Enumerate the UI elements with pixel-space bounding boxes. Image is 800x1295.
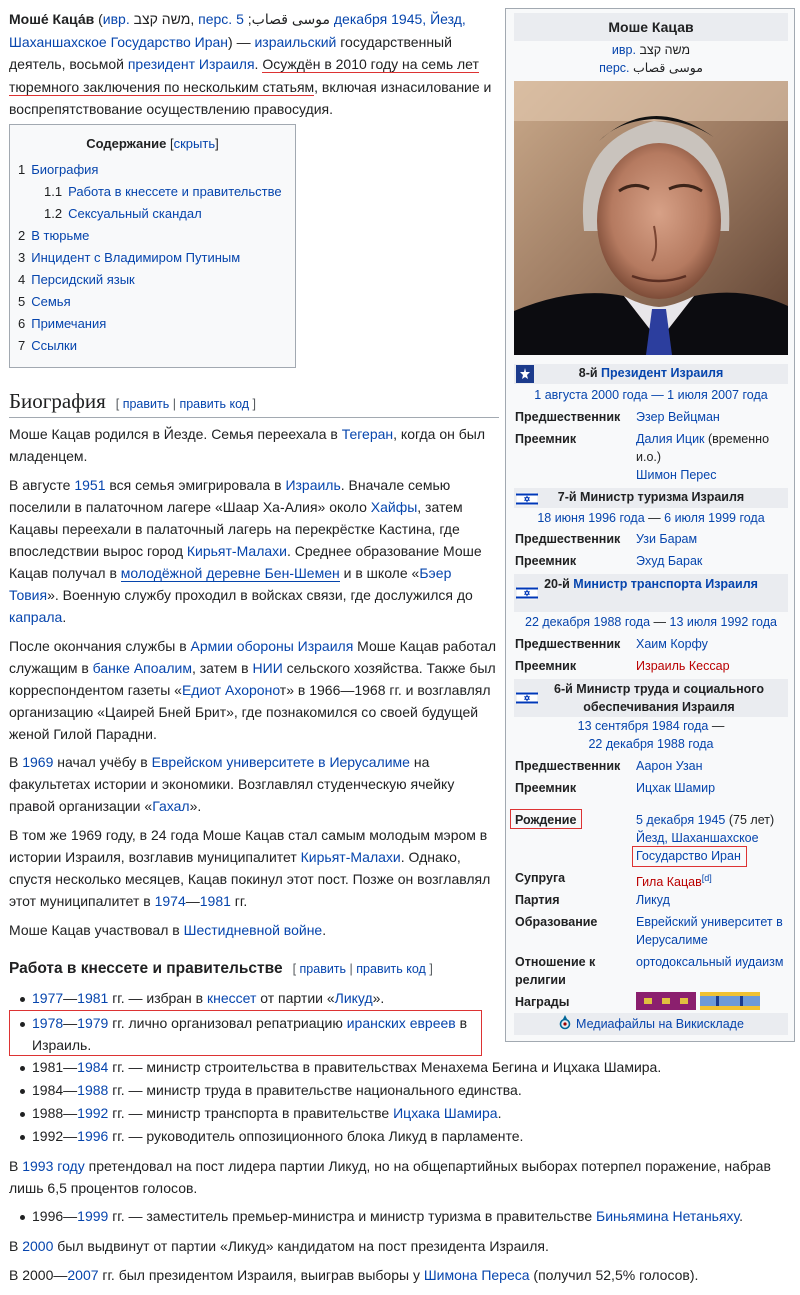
term-dates: 13 сентября 1984 года — 22 декабря 1988 года xyxy=(577,719,725,751)
infobox-position-header: 6-й Министр труда и социального обеспечивания Израиля xyxy=(514,679,788,717)
gahal-link[interactable]: Гахал xyxy=(152,798,190,814)
toc-item[interactable]: 3 Инцидент с Владимиром Путиным xyxy=(18,250,241,265)
toc-item[interactable]: 1.1 Работа в кнессете и правительстве xyxy=(44,184,282,199)
year-link[interactable]: 2000 xyxy=(22,1238,54,1254)
israel-flag-icon xyxy=(516,691,538,705)
successor-label: Преемник xyxy=(515,554,577,568)
highlight-box xyxy=(632,846,747,867)
bio-paragraph: В августе 1951 вся семья эмигрировала в Израиль. Вначале семью поселили в палаточном лагере «Шаар Ха-Алия» около Хайфы, затем Кацавы переехали в палаточный лагерь на перекрёстке Кастина, где впоследствии вырос город Кирьят-Малахи. Среднее образование Моше Кацав получал в молодёжной деревне Бен-Шемен и в школе «Бэер Товия». Военную службу проходил в войсках связи, где дослужился до капрала. xyxy=(9,477,482,625)
spouse-label: Супруга xyxy=(515,871,566,885)
infobox-position-header: 7-й Министр туризма Израиля xyxy=(514,488,788,508)
six-day-war-link[interactable]: Шестидневной войне xyxy=(183,922,323,938)
edit-link[interactable]: править xyxy=(122,397,170,411)
spouse-value: Гила Кацав[d] xyxy=(636,873,712,890)
infobox xyxy=(505,8,795,1042)
successor-label: Преемник xyxy=(515,781,577,795)
education-label: Образование xyxy=(515,915,598,929)
nii-link[interactable]: НИИ xyxy=(252,660,283,676)
term-dates: 18 июня 1996 года — 6 июля 1999 года xyxy=(537,511,765,525)
birth-link[interactable]: 5 декабря 1945, Йезд, Шаханшахское Государство Иран xyxy=(9,11,466,50)
idf-link[interactable]: Армии обороны Израиля xyxy=(190,638,354,654)
portrait-photo[interactable] xyxy=(514,81,788,355)
awards-label: Награды xyxy=(515,995,570,1009)
toc-title: Содержание [скрыть] xyxy=(86,136,219,151)
toc-item[interactable]: 2 В тюрьме xyxy=(18,228,90,243)
awards-value xyxy=(636,992,791,1015)
successor-value: Ицхак Шамир xyxy=(636,781,716,795)
yedioth-link[interactable]: Едиот Ахороно xyxy=(181,682,280,698)
predecessor-value: Аарон Узан xyxy=(636,759,703,773)
successor-label: Преемник xyxy=(515,432,577,446)
israeli-link[interactable]: израильский xyxy=(254,33,337,50)
predecessor-label: Предшественник xyxy=(515,410,621,424)
successor-value: Израиль Кессар xyxy=(636,659,730,673)
position-link[interactable]: Министр транспорта Израиля xyxy=(573,577,758,591)
predecessor-label: Предшественник xyxy=(515,637,621,651)
kiryat-malakhi-link[interactable]: Кирьят-Малахи xyxy=(300,849,401,865)
religion-value: ортодоксальный иудаизм xyxy=(636,955,784,969)
list-item: 1984—1988 гг. — министр труда в правительстве национального единства. xyxy=(9,1079,794,1102)
highlight-box xyxy=(9,1010,482,1056)
corporal-link[interactable]: капрала xyxy=(9,609,63,625)
infobox-position-header: 8-й Президент Израиля xyxy=(514,364,788,384)
list-item: 1996—1999 гг. — заместитель премьер-министра и министр туризма в правительстве Биньямина Нетаньяху. xyxy=(9,1205,794,1228)
highlight-box xyxy=(510,809,582,829)
kiryat-malakhi-link[interactable]: Кирьят-Малахи xyxy=(186,543,287,559)
term-dates: 1 августа 2000 года — 1 июля 2007 года xyxy=(534,388,768,402)
knesset-paragraph: В 2000—2007 гг. был президентом Израиля, выиграв выборы у Шимона Переса (получил 52,5% голосов). xyxy=(9,1267,699,1283)
predecessor-value: Узи Барам xyxy=(636,532,698,546)
tehran-link[interactable]: Тегеран xyxy=(341,426,394,442)
toc-item[interactable]: 7 Ссылки xyxy=(18,338,78,353)
predecessor-value: Эзер Вейцман xyxy=(636,410,720,424)
bio-paragraph: Моше Кацав участвовал в Шестидневной войне. xyxy=(9,922,327,938)
career-list xyxy=(9,1205,794,1228)
list-item: 1978—1979 гг. лично организовал репатриацию иранских евреев в Израиль. xyxy=(9,1012,497,1056)
huji-link[interactable]: Еврейском университете в Иерусалиме xyxy=(151,754,410,770)
predecessor-label: Предшественник xyxy=(515,759,621,773)
birth-value: 5 декабря 1945 (75 лет) Йезд, Шаханшахское Государство Иран xyxy=(636,813,775,863)
president-link[interactable]: президент Израиля xyxy=(127,56,255,72)
education-value: Еврейский университет в Иерусалиме xyxy=(636,915,783,947)
year-link[interactable]: 1981 xyxy=(199,893,231,909)
toc-item[interactable]: 1.2 Сексуальный скандал xyxy=(44,206,202,221)
toc-item[interactable]: 5 Семья xyxy=(18,294,71,309)
birth-label: Рождение xyxy=(515,813,577,827)
wikimedia-commons-icon xyxy=(558,1015,572,1031)
successor-label: Преемник xyxy=(515,659,577,673)
successor-value: Эхуд Барак xyxy=(636,554,703,568)
bank-link[interactable]: банке Апоалим xyxy=(92,660,192,676)
portrait-image xyxy=(514,81,788,355)
infobox-persian-name: перс. موسی قصاب xyxy=(599,61,703,75)
term-dates: 22 декабря 1988 года — 13 июля 1992 года xyxy=(525,615,777,629)
party-value: Ликуд xyxy=(636,893,670,907)
article-subject: Моше́ Каца́в xyxy=(9,11,95,27)
infobox-position-header: 20-й Министр транспорта Израиля xyxy=(514,574,788,612)
edit-code-link[interactable]: править код xyxy=(356,962,426,976)
conviction-highlight: Осуждён в 2010 году на семь лет тюремного заключения по нескольким статьям xyxy=(9,56,479,95)
bio-paragraph: В том же 1969 году, в 24 года Моше Кацав стал самым молодым мэром в истории Израиля, возглавив муниципалитет Кирьят-Малахи. Однако, спустя несколько месяцев, Кацав покинул этот пост. Позже он возглавлял этот муниципалитет в 1974—1981 гг. xyxy=(9,827,491,909)
bio-paragraph: После окончания службы в Армии обороны Израиля Моше Кацав работал служащим в банке Апоалим, затем в НИИ сельского хозяйства. Также был корреспондентом газеты «Едиот Ахоронот» в 1966—1968 гг. и возглавлял организацию «Цаирей Бней Брит», где познакомился со своей будущей женой Гилой Парадни. xyxy=(9,638,497,742)
beer-tovia-link[interactable]: Бэер Товия xyxy=(9,565,452,603)
year-link[interactable]: 1951 xyxy=(74,477,106,493)
haifa-link[interactable]: Хайфы xyxy=(370,499,418,515)
subsection-heading-knesset: Работа в кнессете и правительстве [ править | править код ] xyxy=(9,960,433,977)
lang-persian-link[interactable]: перс. xyxy=(198,11,233,27)
lead-paragraph: Моше́ Каца́в (ивр. משה קצב, перс. موسی قصاب; 5 декабря 1945, Йезд, Шаханшахское Государство Иран) — израильский государственный деятель, восьмой президент Израиля. Осуждён в 2010 году на семь лет тюремного заключения по нескольким статьям, включая изнасилование и воспрепятствование осуществлению правосудия. xyxy=(9,11,492,117)
religion-label: Отношение к религии xyxy=(515,955,596,987)
israel-link[interactable]: Израиль xyxy=(285,477,341,493)
predecessor-value: Хаим Корфу xyxy=(636,637,708,651)
presidential-emblem-icon xyxy=(516,365,534,383)
peres-link[interactable]: Шимона Переса xyxy=(423,1267,530,1283)
party-label: Партия xyxy=(515,893,560,907)
toc-hide-link[interactable]: скрыть xyxy=(173,136,216,151)
list-item: 1981—1984 гг. — министр строительства в правительствах Менахема Бегина и Ицхака Шамира. xyxy=(9,1056,794,1079)
section-edit-links: [ править | править код ] xyxy=(292,962,433,976)
knesset-paragraph: В 2000 был выдвинут от партии «Ликуд» кандидатом на пост президента Израиля. xyxy=(9,1238,549,1254)
israel-flag-icon xyxy=(516,586,538,600)
infobox-hebrew-name: ивр. משה קצב xyxy=(611,43,691,57)
bio-paragraph: Моше Кацав родился в Йезде. Семья переехала в Тегеран, когда он был младенцем. xyxy=(9,426,485,464)
knesset-paragraph: В 1993 году претендовал на пост лидера партии Ликуд, но на общепартийных выборах потерпел поражение, набрав лишь 6,5 процентов голосов. xyxy=(9,1158,771,1196)
edit-code-link[interactable]: править код xyxy=(179,397,250,411)
career-list xyxy=(9,1056,794,1148)
year-link[interactable]: 2007 xyxy=(67,1267,99,1283)
list-item: 1992—1996 гг. — руководитель оппозиционного блока Ликуд в парламенте. xyxy=(9,1125,794,1148)
year-link[interactable]: 1969 xyxy=(22,754,54,770)
year-link[interactable]: 1993 году xyxy=(22,1158,85,1174)
commons-media-link[interactable]: Медиафайлы на Викискладе xyxy=(514,1013,788,1035)
edit-link[interactable]: править xyxy=(299,962,347,976)
award-ribbons-icon[interactable] xyxy=(636,992,760,1010)
successor-value: Далия Ицик (временно и.о.) Шимон Перес xyxy=(636,432,770,482)
youth-village-link[interactable]: молодёжной деревне Бен-Шемен xyxy=(120,565,340,581)
infobox-title: Моше Кацав xyxy=(514,13,788,41)
list-item: 1988—1992 гг. — министр транспорта в правительстве Ицхака Шамира. xyxy=(9,1102,794,1125)
section-edit-links: [ править | править код ] xyxy=(115,397,256,411)
toc-item[interactable]: 6 Примечания xyxy=(18,316,107,331)
israel-flag-icon xyxy=(516,492,538,506)
lang-hebrew-link[interactable]: ивр. xyxy=(102,11,130,27)
toc-item[interactable]: 4 Персидский язык xyxy=(18,272,135,287)
table-of-contents xyxy=(9,124,296,368)
toc-item[interactable]: 1 Биография xyxy=(18,162,99,177)
list-item: 1977—1981 гг. — избран в кнессет от партии «Ликуд». xyxy=(9,987,497,1010)
section-heading-biography: Биография [ править | править код ] xyxy=(9,386,499,418)
predecessor-label: Предшественник xyxy=(515,532,621,546)
bio-paragraph: В 1969 начал учёбу в Еврейском университете в Иерусалиме на факультетах истории и экономики. Возглавлял студенческую ячейку правой организации «Гахал». xyxy=(9,754,455,814)
position-link[interactable]: Президент Израиля xyxy=(601,366,724,380)
year-link[interactable]: 1974 xyxy=(154,893,186,909)
